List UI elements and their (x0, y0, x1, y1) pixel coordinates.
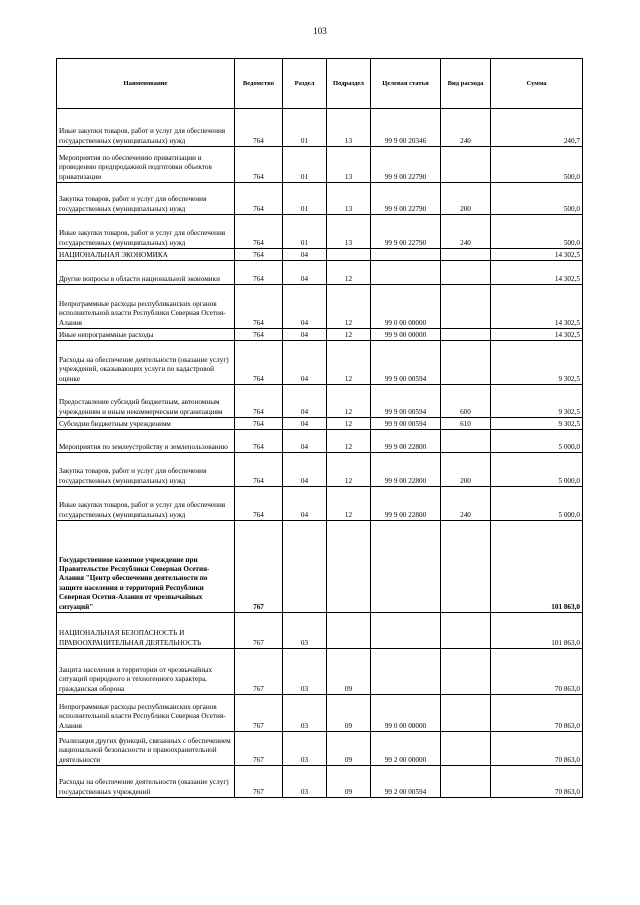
table-row (57, 249, 583, 261)
row-podrazdel: 12 (327, 453, 371, 487)
row-target: 99 9 00 00000 (371, 329, 441, 341)
row-razdel: 04 (283, 385, 327, 418)
row-sum: 70 863,0 (491, 732, 583, 766)
row-podrazdel: 12 (327, 261, 371, 285)
row-podrazdel: 13 (327, 183, 371, 215)
table-row (57, 215, 583, 249)
row-expense-type (441, 695, 491, 732)
row-target: 99 9 00 22800 (371, 430, 441, 453)
row-razdel: 01 (283, 109, 327, 147)
row-ved: 764 (235, 430, 283, 453)
table-row (57, 613, 583, 649)
table-row (57, 695, 583, 732)
row-name: Государственное казенное учреждение при Правительстве Республики Северная Осетия-Алания "Центр обеспечения деятельности по защите населения и территорий Республики Северная Осетия-Алания от чрезвычайных ситуаций" (57, 521, 235, 613)
row-podrazdel: 12 (327, 329, 371, 341)
row-expense-type: 600 (441, 385, 491, 418)
row-expense-type (441, 732, 491, 766)
row-sum: 5 000,0 (491, 430, 583, 453)
row-expense-type: 240 (441, 109, 491, 147)
row-razdel (283, 521, 327, 613)
row-target: 99 9 00 22800 (371, 453, 441, 487)
col-header-ved: Ведомство (235, 59, 283, 109)
row-target (371, 613, 441, 649)
table-row (57, 732, 583, 766)
row-razdel: 01 (283, 147, 327, 183)
row-sum: 9 302,5 (491, 385, 583, 418)
row-expense-type (441, 430, 491, 453)
row-sum: 9 302,5 (491, 418, 583, 430)
row-sum: 500,0 (491, 147, 583, 183)
row-ved: 767 (235, 649, 283, 695)
row-sum: 14 302,5 (491, 329, 583, 341)
row-ved: 764 (235, 147, 283, 183)
row-podrazdel: 13 (327, 215, 371, 249)
row-name: Иные закупки товаров, работ и услуг для обеспечения государственных (муниципальных) нужд (57, 215, 235, 249)
row-ved: 764 (235, 285, 283, 329)
table-row (57, 453, 583, 487)
row-name: Мероприятия по обеспечению приватизации и проведению предпродажной подготовки объектов приватизации (57, 147, 235, 183)
row-expense-type: 200 (441, 453, 491, 487)
row-name: Защита населения и территории от чрезвычайных ситуаций природного и техногенного характера, гражданская оборона (57, 649, 235, 695)
row-podrazdel: 09 (327, 732, 371, 766)
row-razdel: 03 (283, 766, 327, 798)
row-ved: 767 (235, 695, 283, 732)
row-name: Реализация других функций, связанных с обеспечением национальной безопасности и правоохранительной деятельности (57, 732, 235, 766)
row-name: Непрограммные расходы республиканских органов исполнительной власти Республики Северная Осетия-Алания (57, 695, 235, 732)
row-expense-type (441, 147, 491, 183)
col-header-podrazdel: Подраздел (327, 59, 371, 109)
row-podrazdel (327, 521, 371, 613)
row-target: 99 2 00 00594 (371, 766, 441, 798)
row-podrazdel: 12 (327, 285, 371, 329)
row-target: 99 9 00 22790 (371, 183, 441, 215)
table-row (57, 385, 583, 418)
row-expense-type (441, 261, 491, 285)
row-podrazdel: 12 (327, 430, 371, 453)
budget-table (56, 58, 583, 798)
row-sum: 500,0 (491, 215, 583, 249)
row-razdel: 04 (283, 329, 327, 341)
row-ved: 764 (235, 385, 283, 418)
row-ved: 764 (235, 261, 283, 285)
row-razdel: 03 (283, 649, 327, 695)
row-name: НАЦИОНАЛЬНАЯ БЕЗОПАСНОСТЬ И ПРАВООХРАНИТЕЛЬНАЯ ДЕЯТЕЛЬНОСТЬ (57, 613, 235, 649)
row-ved: 764 (235, 249, 283, 261)
row-ved: 764 (235, 329, 283, 341)
row-target (371, 261, 441, 285)
row-ved: 764 (235, 418, 283, 430)
row-sum: 5 000,0 (491, 487, 583, 521)
row-name: Расходы на обеспечение деятельности (оказание услуг) государственных учреждений (57, 766, 235, 798)
row-podrazdel (327, 613, 371, 649)
row-target (371, 649, 441, 695)
row-razdel: 04 (283, 430, 327, 453)
row-sum: 101 863,0 (491, 613, 583, 649)
row-ved: 767 (235, 521, 283, 613)
row-podrazdel: 12 (327, 418, 371, 430)
row-podrazdel: 09 (327, 649, 371, 695)
row-name: Предоставление субсидий бюджетным, автономным учреждениям и иным некоммерческим организациям (57, 385, 235, 418)
row-podrazdel: 13 (327, 109, 371, 147)
col-header-expense-type: Вид расхода (441, 59, 491, 109)
row-razdel: 04 (283, 453, 327, 487)
row-expense-type (441, 521, 491, 613)
table-row (57, 285, 583, 329)
row-expense-type (441, 249, 491, 261)
row-ved: 764 (235, 109, 283, 147)
row-name: Непрограммные расходы республиканских органов исполнительной власти Республики Северная Осетия-Алания (57, 285, 235, 329)
table-row (57, 487, 583, 521)
row-expense-type (441, 649, 491, 695)
row-expense-type: 610 (441, 418, 491, 430)
row-ved: 764 (235, 453, 283, 487)
col-header-name: Наименование (57, 59, 235, 109)
table-row (57, 109, 583, 147)
row-razdel: 04 (283, 487, 327, 521)
row-ved: 767 (235, 766, 283, 798)
row-target: 99 9 00 22800 (371, 487, 441, 521)
row-ved: 767 (235, 613, 283, 649)
table-row (57, 147, 583, 183)
table-row (57, 261, 583, 285)
page-number: 103 (313, 26, 327, 36)
table-row (57, 341, 583, 385)
row-target: 99 2 00 00000 (371, 732, 441, 766)
row-razdel: 04 (283, 418, 327, 430)
row-sum: 70 863,0 (491, 649, 583, 695)
row-razdel: 04 (283, 249, 327, 261)
table-row (57, 521, 583, 613)
row-razdel: 01 (283, 215, 327, 249)
col-header-razdel: Раздел (283, 59, 327, 109)
row-name: Закупка товаров, работ и услуг для обеспечения государственных (муниципальных) нужд (57, 183, 235, 215)
row-target: 99 9 00 20346 (371, 109, 441, 147)
row-sum: 9 302,5 (491, 341, 583, 385)
row-name: Мероприятия по землеустройству и землепользованию (57, 430, 235, 453)
table-row (57, 183, 583, 215)
row-target: 99 9 00 22790 (371, 215, 441, 249)
row-target (371, 521, 441, 613)
row-target: 99 9 00 00594 (371, 385, 441, 418)
row-target: 99 9 00 00594 (371, 418, 441, 430)
row-name: НАЦИОНАЛЬНАЯ ЭКОНОМИКА (57, 249, 235, 261)
col-header-target: Целевая статья (371, 59, 441, 109)
row-podrazdel (327, 249, 371, 261)
row-sum: 14 302,5 (491, 249, 583, 261)
table-row (57, 430, 583, 453)
row-name: Иные закупки товаров, работ и услуг для обеспечения государственных (муниципальных) нужд (57, 109, 235, 147)
row-razdel: 04 (283, 341, 327, 385)
row-name: Иные закупки товаров, работ и услуг для обеспечения государственных (муниципальных) нужд (57, 487, 235, 521)
row-razdel: 03 (283, 695, 327, 732)
row-name: Иные непрограммные расходы (57, 329, 235, 341)
row-ved: 764 (235, 215, 283, 249)
row-name: Субсидии бюджетным учреждениям (57, 418, 235, 430)
row-sum: 70 863,0 (491, 695, 583, 732)
row-podrazdel: 13 (327, 147, 371, 183)
row-podrazdel: 12 (327, 341, 371, 385)
row-sum: 70 863,0 (491, 766, 583, 798)
row-expense-type: 240 (441, 487, 491, 521)
row-expense-type: 200 (441, 183, 491, 215)
row-expense-type (441, 341, 491, 385)
row-name: Закупка товаров, работ и услуг для обеспечения государственных (муниципальных) нужд (57, 453, 235, 487)
row-podrazdel: 09 (327, 766, 371, 798)
table-row (57, 418, 583, 430)
row-target: 99 9 00 00594 (371, 341, 441, 385)
row-expense-type (441, 329, 491, 341)
row-target: 99 0 00 00000 (371, 695, 441, 732)
table-row (57, 329, 583, 341)
row-sum: 240,7 (491, 109, 583, 147)
col-header-sum: Сумма (491, 59, 583, 109)
row-expense-type (441, 613, 491, 649)
row-razdel: 04 (283, 261, 327, 285)
table-row (57, 649, 583, 695)
row-target: 99 9 00 22790 (371, 147, 441, 183)
row-razdel: 03 (283, 613, 327, 649)
row-sum: 14 302,5 (491, 285, 583, 329)
row-razdel: 01 (283, 183, 327, 215)
table-header-row (57, 59, 583, 109)
row-razdel: 04 (283, 285, 327, 329)
row-ved: 767 (235, 732, 283, 766)
row-ved: 764 (235, 341, 283, 385)
row-name: Расходы на обеспечение деятельности (оказание услуг) учреждений, оказывающих услуги по кадастровой оценке (57, 341, 235, 385)
row-name: Другие вопросы в области национальной экономики (57, 261, 235, 285)
row-expense-type (441, 766, 491, 798)
row-target: 99 0 00 00000 (371, 285, 441, 329)
row-sum: 500,0 (491, 183, 583, 215)
row-podrazdel: 12 (327, 487, 371, 521)
table-row (57, 766, 583, 798)
row-expense-type (441, 285, 491, 329)
row-podrazdel: 12 (327, 385, 371, 418)
row-sum: 5 000,0 (491, 453, 583, 487)
row-target (371, 249, 441, 261)
row-sum: 14 302,5 (491, 261, 583, 285)
row-podrazdel: 09 (327, 695, 371, 732)
row-ved: 764 (235, 183, 283, 215)
row-sum: 101 863,0 (491, 521, 583, 613)
row-ved: 764 (235, 487, 283, 521)
row-expense-type: 240 (441, 215, 491, 249)
row-razdel: 03 (283, 732, 327, 766)
